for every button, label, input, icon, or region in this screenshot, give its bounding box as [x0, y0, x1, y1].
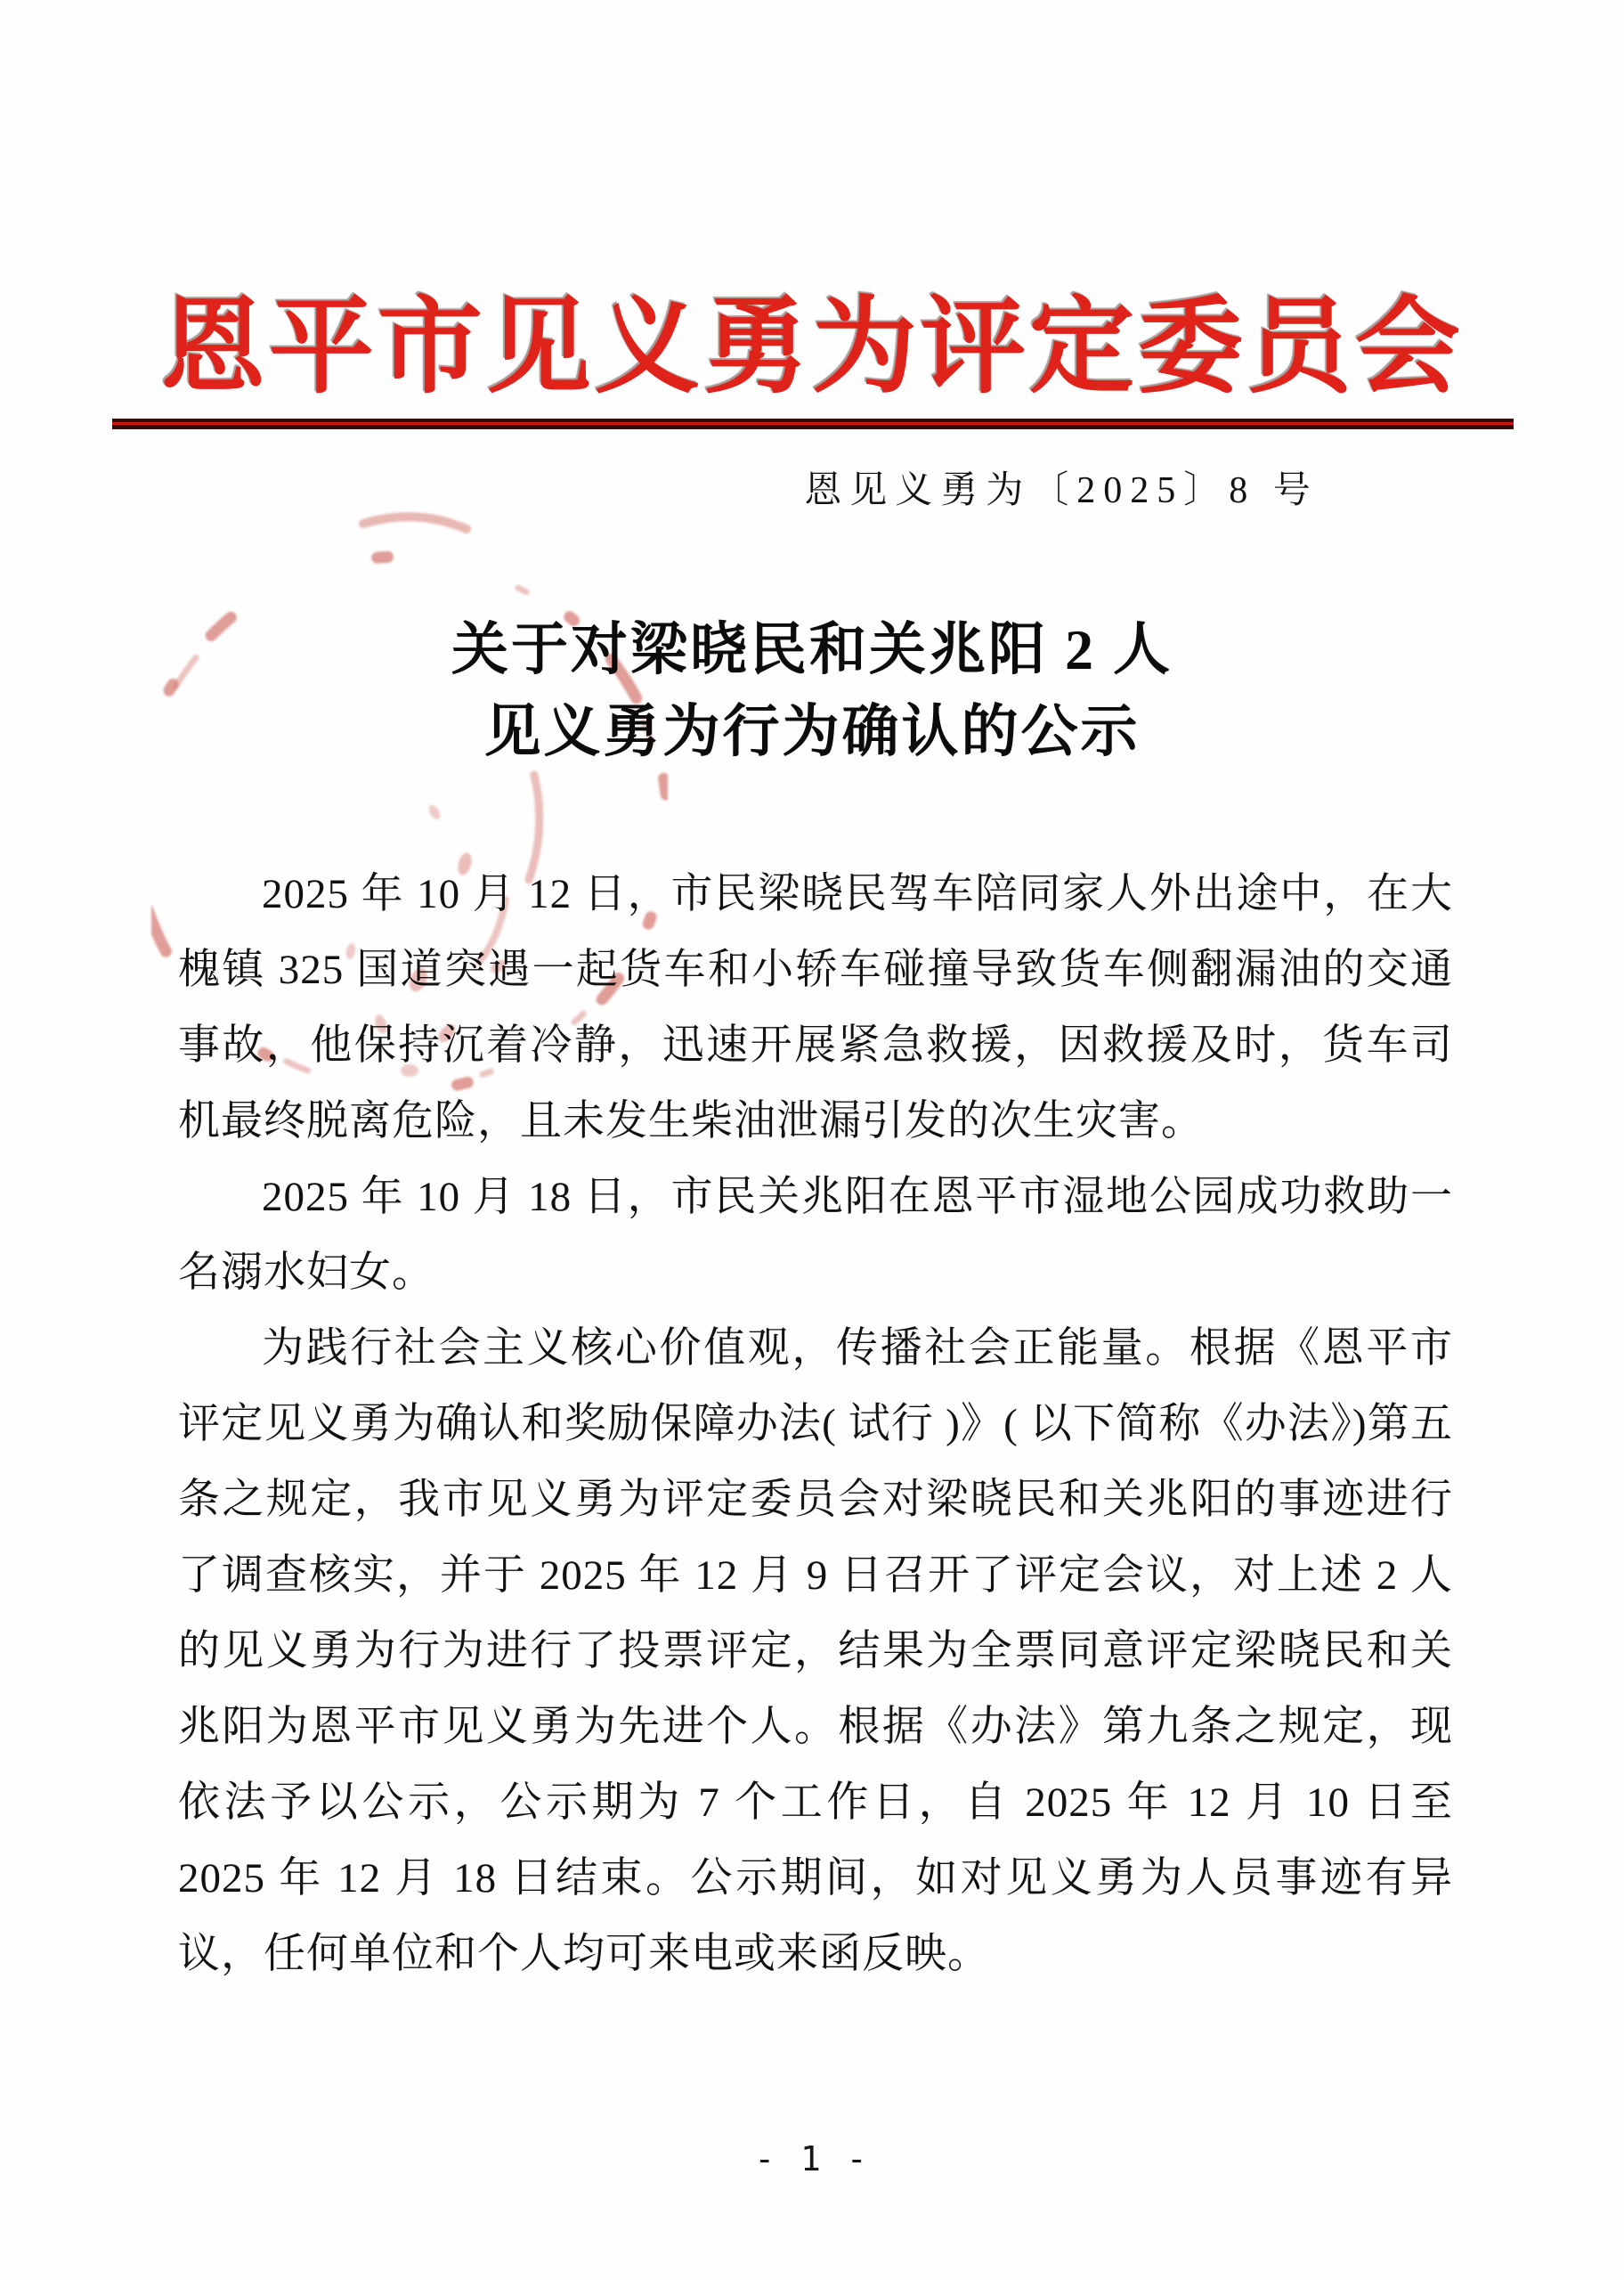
notice-body [178, 857, 1453, 1992]
body-paragraph-3: 为践行社会主义核心价值观，传播社会正能量。根据《恩平市评定见义勇为确认和奖励保障办法( 试行 )》( 以下简称《办法》)第五条之规定，我市见义勇为评定委员会对梁晓民和关兆阳的事迹进行了调查核实，并于 2025 年 12 月 9 日召开了评定会议，对上述 2 人的见义勇为行为进行了投票评定，结果为全票同意评定梁晓民和关兆阳为恩平市见义勇为先进个人。根据《办法》第九条之规定，现依法予以公示，公示期为 7 个工作日，自 2025 年 12 月 10 日至 2025 年 12 月 18 日结束。公示期间，如对见义勇为人员事迹有异议，任何单位和个人均可来电或来函反映。 [178, 1325, 1453, 1977]
notice-title-line2: 见义勇为行为确认的公示 [483, 700, 1141, 763]
notice-title-line1: 关于对梁晓民和关兆阳 2 人 [451, 618, 1173, 681]
notice-title [0, 609, 1624, 773]
org-header-title: 恩平市见义勇为评定委员会 [159, 289, 1464, 406]
document-number: 恩见义勇为〔2025〕8 号 [804, 470, 1319, 511]
header-rule-divider [112, 419, 1514, 429]
body-paragraph-2: 2025 年 10 月 18 日，市民关兆阳在恩平市湿地公园成功救助一名溺水妇女。 [178, 1174, 1453, 1296]
page-number: - 1 - [754, 2139, 870, 2178]
body-paragraph-1: 2025 年 10 月 12 日，市民梁晓民驾车陪同家人外出途中，在大槐镇 325 国道突遇一起货车和小轿车碰撞导致货车侧翻漏油的交通事故，他保持沉着冷静，迅速开展紧急救援，因救援及时，货车司机最终脱离危险，且未发生柴油泄漏引发的次生灾害。 [178, 871, 1453, 1144]
